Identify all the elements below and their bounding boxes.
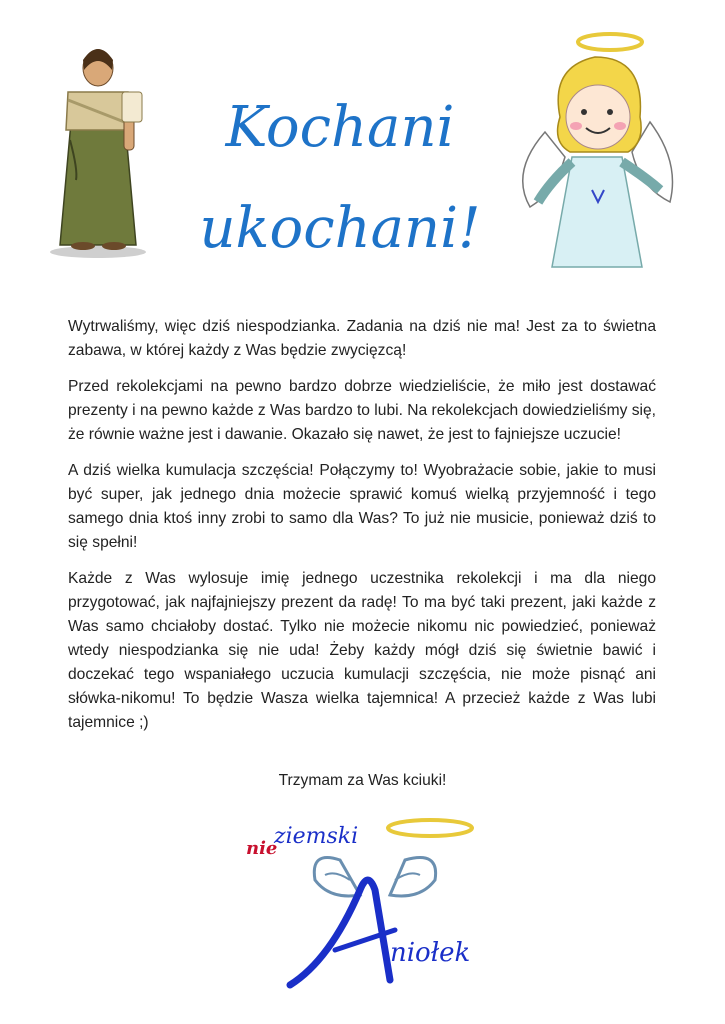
title-line-1: Kochani — [225, 95, 455, 160]
angel-illustration — [510, 22, 680, 272]
paragraph-1: Wytrwaliśmy, więc dziś niespodzianka. Zadania na dziś nie ma! Jest za to świetna zabawa, w której każdy z Was będzie zwycięzcą! — [68, 318, 656, 359]
logo-word-ziemski: ziemski — [274, 824, 359, 849]
page-title — [190, 78, 490, 280]
nieziemski-aniolek-logo — [240, 810, 500, 1010]
paragraph-2: Przed rekolekcjami na pewno bardzo dobrze wiedzieliście, że miło jest dostawać prezenty i na pewno każde z Was bardzo to lubi. Na rekolekcjach dowiedzieliśmy się, że równie ważne jest i dawanie. Okazało się nawet, że jest to fajniejsze uczucie! — [68, 378, 656, 443]
logo-word-niolek: niołek — [390, 938, 471, 968]
signoff: Trzymam za Was kciuki! — [278, 772, 447, 789]
paragraph-4: Każde z Was wylosuje imię jednego uczestnika rekolekcji i ma dla niego przygotować, jak najfajniejszy prezent da radę! To ma być taki prezent, jaki każde z Was samo chciałoby dostać. Tylko nie możecie nikomu nic powiedzieć, ponieważ wtedy niespodzianka się nie uda! Żeby każdy mógł dziś się świetnie bawić i doczekać tego wspaniałego uczucia kumulacji szczęścia, nie może pisnąć ani słówka-nikomu! To będzie Wasza wielka tajemnica! A przecież każde z Was lubi tajemnice ;) — [68, 570, 656, 731]
logo-prefix-nie: nie — [246, 838, 278, 859]
title-line-2: ukochani! — [199, 195, 481, 261]
letter-body — [68, 315, 656, 747]
apostle-illustration — [28, 30, 168, 260]
paragraph-3: A dziś wielka kumulacja szczęścia! Połączymy to! Wyobrażacie sobie, jakie to musi być super, jak jednego dnia możecie sprawić komuś wielką przyjemność i tego samego dnia ktoś inny zrobi to samo dla Was? To już nie musicie, ponieważ dziś to się spełni! — [68, 462, 656, 551]
